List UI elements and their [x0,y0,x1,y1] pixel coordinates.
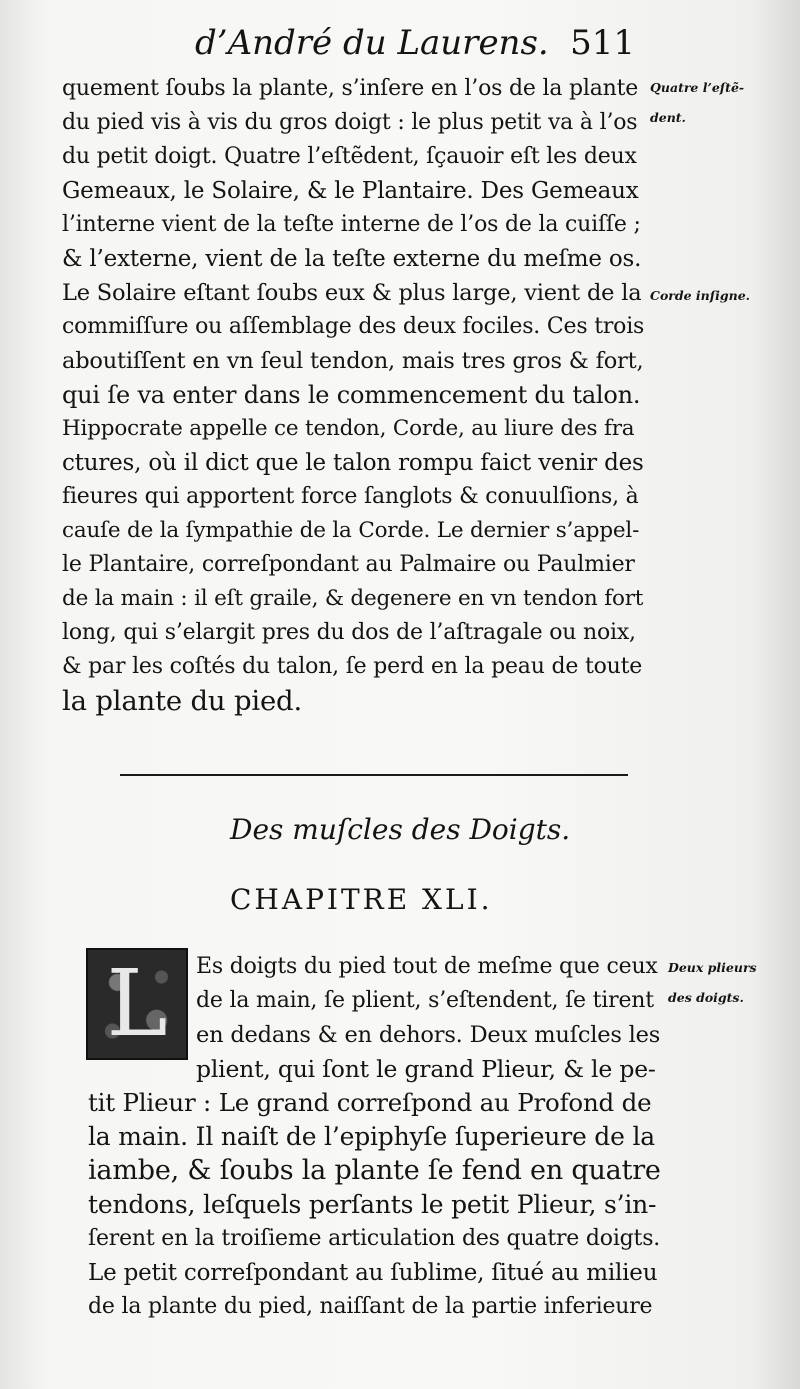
text-line: qui ſe va enter dans le commencement du talon. [62,381,641,409]
section-divider [120,774,628,776]
drop-cap-letter: L [106,950,168,1057]
margin-note: Quatre l’eſtẽ- [650,80,745,95]
text-line: en dedans & en dehors. Deux muſcles les [196,1022,661,1048]
text-line: ctures, où il dict que le talon rompu faict venir des [62,450,644,476]
text-line: la main. Il naiſt de l’epiphyſe ſuperieure de la [88,1122,655,1151]
margin-note: Deux plieurs [668,960,757,975]
text-line: fieures qui apportent force ſanglots & conuulſions, à [62,484,639,509]
text-line: Le Solaire eſtant ſoubs eux & plus large, vient de la [62,280,642,306]
text-line: aboutiſſent en vn ſeul tendon, mais tres gros & fort, [62,348,644,374]
text-line: la plante du pied. [62,685,302,717]
text-line: de la plante du pied, naiſſant de la partie inferieure [88,1294,653,1319]
ornamental-drop-cap [86,948,188,1060]
text-line: de la main : il eſt graile, & degenere en vn tendon fort [62,586,644,611]
text-line: du petit doigt. Quatre l’eſtẽdent, ſçauoir eſt les deux [62,144,637,169]
text-line: de la main, ſe plient, s’eſtendent, ſe tirent [196,988,654,1013]
text-line: Gemeaux, le Solaire, & le Plantaire. Des Gemeaux [62,178,639,204]
text-line: iambe, & ſoubs la plante ſe fend en quatre [88,1155,661,1186]
text-line: Es doigts du pied tout de meſme que ceux [196,954,658,979]
text-line: quement ſoubs la plante, s’inſere en l’os de la plante [62,76,639,101]
text-line: & par les coſtés du talon, ſe perd en la peau de toute [62,654,643,679]
running-title: d’André du Laurens. [195,23,549,63]
text-line: long, qui s’elargit pres du dos de l’aſtragale ou noix, [62,620,636,645]
text-line: plient, qui ſont le grand Plieur, & le pe- [196,1055,656,1083]
page-header [195,18,635,68]
text-line: Hippocrate appelle ce tendon, Corde, au liure des fra [62,416,635,441]
margin-note: dent. [650,110,686,125]
text-line: commiſſure ou aſſemblage des deux fociles. Ces trois [62,314,645,339]
text-line: ſerent en la troiſieme articulation des quatre doigts. [88,1226,661,1251]
text-line: cauſe de la ſympathie de la Corde. Le dernier s’appel- [62,518,640,543]
text-line: tit Plieur : Le grand correſpond au Profond de [88,1088,652,1117]
text-line: & l’externe, vient de la teſte externe du meſme os. [62,246,642,272]
chapter-heading: CHAPITRE XLI. [230,883,493,916]
text-line: du pied vis à vis du gros doigt : le plus petit va à l’os [62,110,638,135]
margin-note: des doigts. [668,990,744,1005]
text-line: l’interne vient de la teſte interne de l’os de la cuiſſe ; [62,212,641,237]
text-line: Le petit correſpondant au ſublime, ſitué au milieu [88,1260,658,1286]
section-title: Des muſcles des Doigts. [230,813,571,846]
text-line: tendons, leſquels perſants le petit Plieur, s’in- [88,1190,657,1219]
margin-note: Corde inſigne. [650,288,751,303]
page-number: 511 [570,23,635,63]
text-line: le Plantaire, correſpondant au Palmaire ou Paulmier [62,552,635,577]
